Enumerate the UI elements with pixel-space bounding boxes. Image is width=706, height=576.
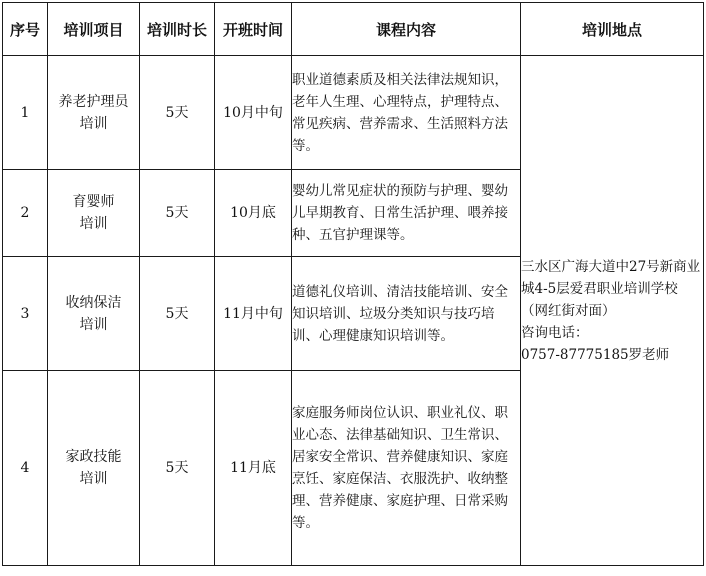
row-start: 10月中旬 [215,56,292,170]
project-name: 养老护理员 [58,93,129,110]
row-project [48,170,140,257]
location-address: 三水区广海大道中27号新商业城4-5层爱君职业培训学校（网红街对面） [521,258,701,319]
row-duration: 5天 [140,170,215,257]
row-index: 1 [3,56,48,170]
header-project: 培训项目 [48,3,140,56]
location-cell [521,56,704,566]
row-duration: 5天 [140,371,215,566]
row-content: 婴幼儿常见症状的预防与护理、婴幼儿早期教育、日常生活护理、喂养接种、五官护理课等。 [292,170,521,257]
row-content: 家庭服务师岗位认识、职业礼仪、职业心态、法律基础知识、卫生常识、居家安全常识、营养健康知识、家庭烹饪、家庭保洁、衣服洗护、收纳整理、营养健康、家庭护理、日常采购等。 [292,371,521,566]
row-index: 3 [3,257,48,371]
row-start: 10月底 [215,170,292,257]
project-suffix: 培训 [79,115,108,132]
row-duration: 5天 [140,257,215,371]
project-suffix: 培训 [79,216,108,232]
project-name: 收纳保洁 [65,294,122,311]
header-location: 培训地点 [521,3,704,56]
project-suffix: 培训 [79,471,108,487]
header-duration: 培训时长 [140,3,215,56]
row-content: 道德礼仪培训、清洁技能培训、安全知识培训、垃圾分类知识与技巧培训、心理健康知识培训等。 [292,257,521,371]
row-start: 11月中旬 [215,257,292,371]
training-schedule-table [2,2,704,566]
project-suffix: 培训 [79,316,108,333]
table-row [3,56,704,170]
header-content: 课程内容 [292,3,521,56]
row-project [48,371,140,566]
contact-label: 咨询电话： [521,324,589,341]
row-duration: 5天 [140,56,215,170]
row-content: 职业道德素质及相关法律法规知识，老年人生理、心理特点，护理特点、常见疾病、营养需求、生活照料方法等。 [292,56,521,170]
row-project [48,56,140,170]
project-name: 育婴师 [72,194,115,210]
project-name: 家政技能 [65,449,122,465]
row-index: 2 [3,170,48,257]
header-index: 序号 [3,3,48,56]
contact-value: 0757-87775185罗老师 [521,346,670,363]
header-row [3,3,704,56]
row-start: 11月底 [215,371,292,566]
row-index: 4 [3,371,48,566]
header-start: 开班时间 [215,3,292,56]
row-project [48,257,140,371]
